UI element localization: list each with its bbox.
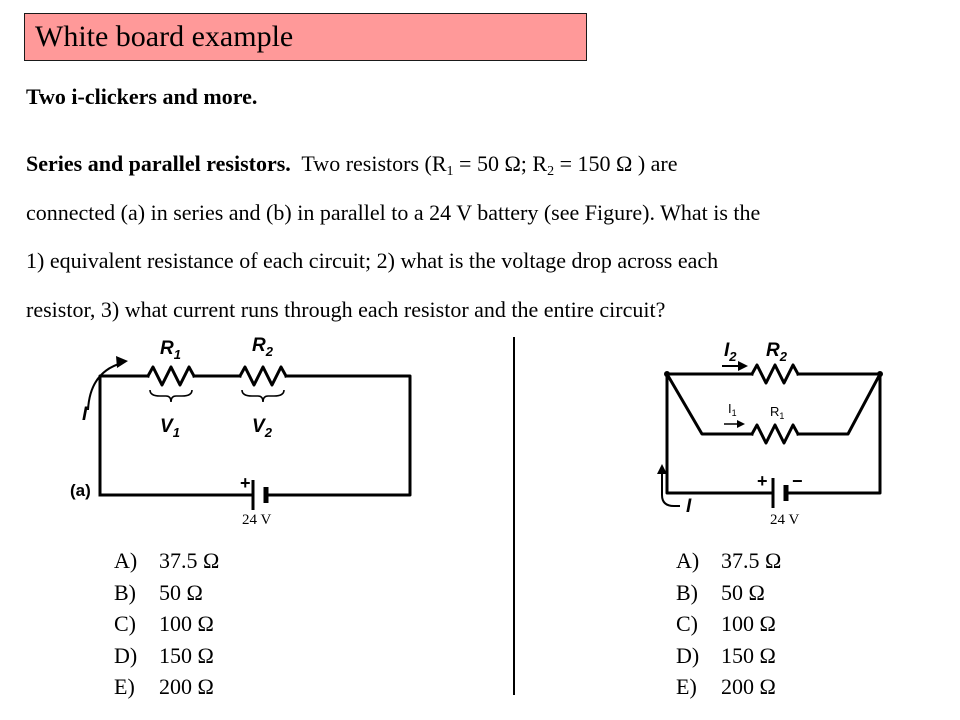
answer-list-series <box>114 545 219 703</box>
problem-text: = 150 Ω ) are <box>554 151 678 176</box>
series-brace-v1 <box>150 390 192 402</box>
subscript: 2 <box>547 164 555 179</box>
option-letter: A) <box>114 548 138 573</box>
option-text: 100 Ω <box>721 611 776 636</box>
junction-dot-left <box>664 371 670 377</box>
option-text: 150 Ω <box>159 642 214 668</box>
option-text: 150 Ω <box>721 642 776 668</box>
parallel-wire-right-branch <box>798 374 880 434</box>
parallel-resistor-r1 <box>752 425 798 443</box>
option-text: 200 Ω <box>721 674 776 699</box>
problem-heading: Series and parallel resistors. <box>26 151 291 176</box>
parallel-plus-sign: + <box>757 471 768 491</box>
option-text: 100 Ω <box>159 611 214 636</box>
series-resistor-r1 <box>148 367 194 385</box>
parallel-i1-arrow-icon <box>724 420 745 428</box>
option-text: 37.5 Ω <box>159 548 220 573</box>
series-r2-label: $R_2$ <box>252 335 273 359</box>
option-text: 50 Ω <box>721 579 765 605</box>
option-letter: E) <box>676 674 697 699</box>
series-battery-label: 24 V <box>242 512 272 528</box>
option-letter: D) <box>114 642 138 668</box>
answer-option[interactable] <box>676 608 781 640</box>
series-wire-right <box>269 376 410 495</box>
option-letter: B) <box>676 579 698 605</box>
series-current-label: I <box>82 404 88 425</box>
parallel-battery-icon <box>773 478 786 508</box>
series-v1-label: $V_1$ <box>160 416 180 440</box>
problem-text: = 50 Ω; R <box>453 151 548 176</box>
option-letter: A) <box>676 548 700 573</box>
answer-option[interactable] <box>114 640 219 672</box>
answer-option[interactable] <box>676 671 781 703</box>
problem-text: Two resistors (R <box>301 151 447 176</box>
option-letter: C) <box>114 611 136 636</box>
option-text: 37.5 Ω <box>721 548 782 573</box>
problem-line-3: 1) equivalent resistance of each circuit; 2) what is the voltage drop across each <box>26 248 719 273</box>
subscript: 1 <box>446 164 454 179</box>
option-text: 200 Ω <box>159 674 214 699</box>
series-battery-icon <box>253 480 266 510</box>
answer-option[interactable] <box>114 608 219 640</box>
parallel-battery-label: 24 V <box>770 512 800 528</box>
problem-line-2: connected (a) in series and (b) in parallel to a 24 V battery (see Figure). What is the <box>26 199 761 225</box>
answer-option[interactable] <box>114 577 219 609</box>
series-part-label: (a) <box>70 481 91 500</box>
problem-line-1 <box>26 140 946 189</box>
answer-option[interactable] <box>114 671 219 703</box>
option-letter: B) <box>114 579 136 605</box>
series-brace-v2 <box>242 390 284 402</box>
option-letter: E) <box>114 674 135 699</box>
parallel-minus-sign: − <box>792 471 803 491</box>
parallel-circuit-diagram <box>640 330 910 515</box>
slide-subtitle: Two i-clickers and more. <box>26 84 258 109</box>
series-circuit-diagram <box>60 330 440 515</box>
problem-line-4: resistor, 3) what current runs through each resistor and the entire circuit? <box>26 296 666 322</box>
series-r1-label: $R_1$ <box>160 338 181 362</box>
parallel-current-label: I <box>686 496 692 515</box>
column-divider <box>513 337 515 695</box>
parallel-i1-label: $I_1$ <box>728 401 737 418</box>
answer-option[interactable] <box>114 545 219 577</box>
junction-dot-right <box>877 371 883 377</box>
series-v2-label: $V_2$ <box>252 416 272 440</box>
parallel-i2-label: $I_2$ <box>724 340 737 364</box>
answer-option[interactable] <box>676 577 781 609</box>
option-letter: C) <box>676 611 698 636</box>
answer-option[interactable] <box>676 640 781 672</box>
option-text: 50 Ω <box>159 579 203 605</box>
parallel-r1-label: $R_1$ <box>770 404 785 421</box>
series-current-arrow-icon <box>88 356 128 410</box>
answer-list-parallel <box>676 545 781 703</box>
parallel-resistor-r2 <box>752 365 798 383</box>
parallel-r2-label: $R_2$ <box>766 340 787 364</box>
series-resistor-r2 <box>240 367 286 385</box>
problem-statement <box>26 140 946 334</box>
answer-option[interactable] <box>676 545 781 577</box>
option-letter: D) <box>676 642 700 668</box>
series-plus-sign: + <box>240 473 251 493</box>
slide-title: White board example <box>24 13 587 61</box>
series-wire-top <box>100 376 148 495</box>
